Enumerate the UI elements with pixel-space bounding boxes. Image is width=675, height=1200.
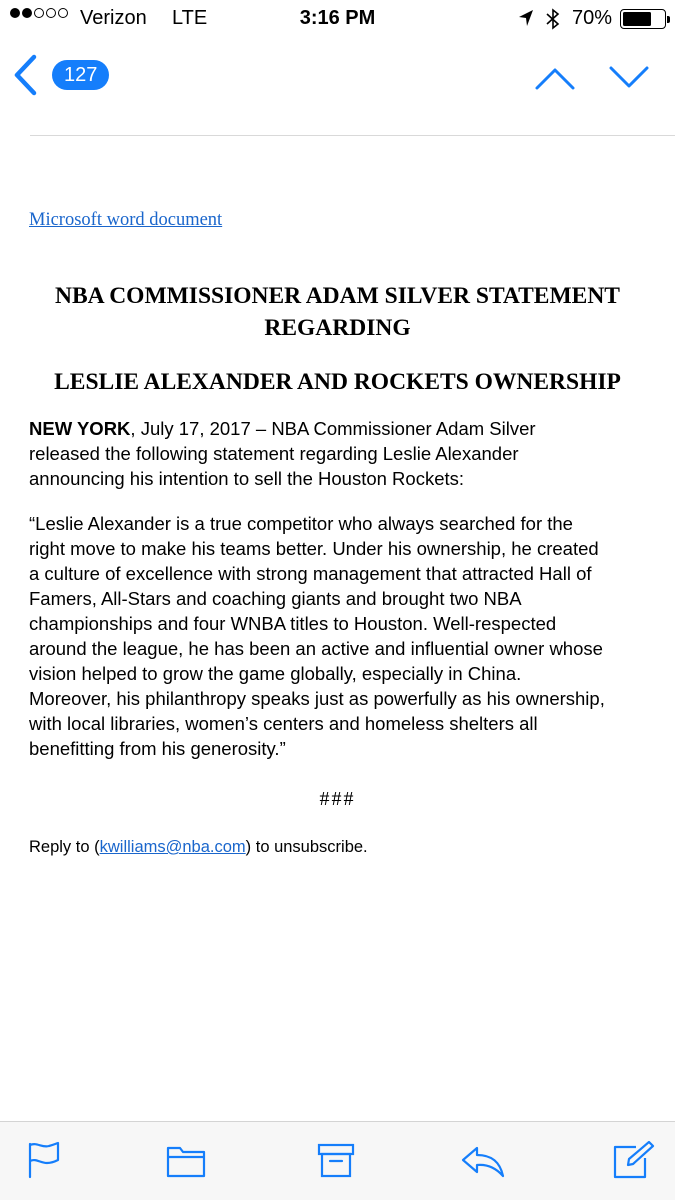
chevron-down-icon[interactable]: [608, 62, 650, 92]
attachment-link[interactable]: Microsoft word document: [29, 210, 223, 230]
unsubscribe-suffix: ) to unsubscribe.: [245, 838, 368, 856]
headline-line-1: NBA COMMISSIONER ADAM SILVER STATEMENT: [55, 283, 620, 309]
intro-line: announcing his intention to sell the Houston Rockets:: [29, 468, 465, 489]
carrier-name: Verizon: [80, 7, 147, 29]
quote-line: “Leslie Alexander is a true competitor who always searched for the: [29, 513, 573, 534]
archive-icon[interactable]: [316, 1140, 356, 1180]
intro-line: [29, 416, 669, 441]
battery-percent: 70%: [572, 7, 613, 29]
reply-icon[interactable]: [460, 1140, 506, 1180]
chevron-up-icon[interactable]: [534, 62, 576, 92]
folder-icon[interactable]: [166, 1140, 206, 1180]
chevron-left-icon: [8, 52, 44, 98]
quote-line: vision helped to grow the game globally, especially in China.: [29, 663, 522, 684]
end-mark: ###: [319, 788, 356, 810]
intro-paragraph: [29, 416, 669, 491]
nav-bar: [0, 40, 675, 112]
battery-icon: [620, 9, 666, 29]
battery-cap: [667, 16, 670, 23]
clock: 3:16 PM: [299, 7, 376, 29]
message-count-badge: 127: [52, 60, 109, 90]
bottom-toolbar: [0, 1121, 675, 1200]
quote-line: Famers, All-Stars and coaching giants and brought two NBA: [29, 588, 522, 609]
status-bar: [0, 0, 675, 40]
intro-line-text: , July 17, 2017 – NBA Commissioner Adam Silver: [130, 418, 536, 439]
unsubscribe-line: [29, 838, 368, 857]
bluetooth-icon: [544, 7, 562, 31]
unsubscribe-email-link[interactable]: kwilliams@nba.com: [99, 838, 246, 856]
dateline: NEW YORK: [29, 418, 131, 439]
intro-line: released the following statement regarding Leslie Alexander: [29, 443, 519, 464]
location-arrow-icon: [518, 9, 534, 27]
compose-icon[interactable]: [612, 1140, 658, 1180]
header-divider: [30, 135, 675, 136]
quote-line: benefitting from his generosity.”: [29, 738, 286, 759]
quote-line: around the league, he has been an active and influential owner whose: [29, 638, 603, 659]
unsubscribe-prefix: Reply to (: [29, 838, 100, 856]
quote-line: right move to make his teams better. Under his ownership, he created: [29, 538, 599, 559]
quote-line: championships and four WNBA titles to Houston. Well-respected: [29, 613, 557, 634]
quote-paragraph: [29, 511, 669, 761]
headline-line-2: REGARDING: [264, 315, 411, 341]
headline-line-3: LESLIE ALEXANDER AND ROCKETS OWNERSHIP: [54, 369, 621, 395]
battery-fill: [623, 12, 651, 26]
quote-line: with local libraries, women’s centers and homeless shelters all: [29, 713, 538, 734]
quote-line: Moreover, his philanthropy speaks just as powerfully as his ownership,: [29, 688, 605, 709]
network-type: LTE: [172, 7, 208, 29]
back-button[interactable]: [8, 52, 109, 98]
quote-line: a culture of excellence with strong management that attracted Hall of: [29, 563, 592, 584]
flag-icon[interactable]: [24, 1140, 64, 1180]
